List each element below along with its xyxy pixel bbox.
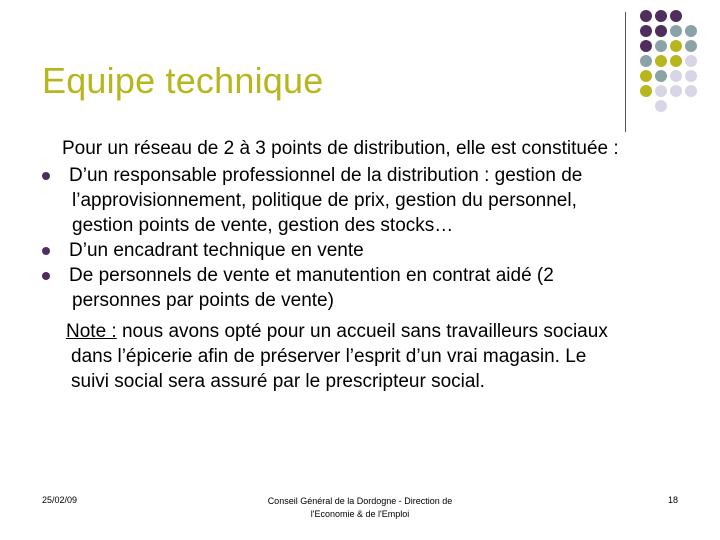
footer-org-line: l'Economie & de l'Emploi	[310, 509, 410, 519]
decorative-dot	[640, 25, 652, 37]
footer-page-number: 18	[667, 495, 678, 505]
decorative-dot	[670, 25, 682, 37]
decorative-dot	[670, 10, 682, 22]
bullet-line: gestion points de vente, gestion des stocks…	[72, 215, 454, 236]
decorative-dot	[655, 100, 667, 112]
note-label: Note :	[66, 321, 117, 342]
divider-line	[625, 12, 626, 132]
bullet-line: De personnels de vente et manutention en contrat aidé (2	[69, 265, 554, 286]
decorative-dot	[655, 85, 667, 97]
bullet-line: D’un responsable professionnel de la distribution : gestion de	[69, 165, 583, 186]
decorative-dot	[655, 70, 667, 82]
footer-date: 25/02/09	[42, 495, 78, 505]
note-text: nous avons opté pour un accueil sans travailleurs sociaux	[116, 321, 608, 342]
decorative-dot	[640, 55, 652, 67]
decorative-dot	[655, 25, 667, 37]
decorative-dot	[640, 40, 652, 52]
bullet-dot-icon	[42, 247, 50, 255]
decorative-dot	[640, 85, 652, 97]
bullet-line: D’un encadrant technique en vente	[69, 240, 364, 261]
footer-organization	[245, 495, 475, 521]
decorative-dot	[655, 40, 667, 52]
decorative-dot	[670, 55, 682, 67]
decorative-dot	[685, 70, 697, 82]
intro-text: Pour un réseau de 2 à 3 points de distribution, elle est constituée :	[62, 138, 619, 159]
note-text: dans l’épicerie afin de préserver l’esprit d’un vrai magasin. Le	[71, 346, 587, 367]
note-text: suivi social sera assuré par le prescripteur social.	[71, 371, 485, 392]
decorative-dot	[655, 10, 667, 22]
bullet-line: personnes par points de vente)	[72, 290, 334, 311]
decorative-dot	[670, 85, 682, 97]
slide-title: Equipe technique	[42, 60, 324, 101]
decorative-dot	[640, 10, 652, 22]
decorative-dot	[685, 25, 697, 37]
decorative-dot	[685, 85, 697, 97]
decorative-dot	[640, 70, 652, 82]
decorative-dot	[685, 40, 697, 52]
bullet-dot-icon	[42, 272, 50, 280]
decorative-dot	[655, 55, 667, 67]
decorative-dot	[670, 70, 682, 82]
bullet-line: l’approvisionnement, politique de prix, gestion du personnel,	[72, 190, 577, 211]
decorative-dot	[670, 40, 682, 52]
footer-org-line: Conseil Général de la Dordogne - Direction de	[267, 496, 453, 506]
decorative-dot	[685, 55, 697, 67]
bullet-dot-icon	[42, 172, 50, 180]
note-block	[66, 319, 686, 394]
